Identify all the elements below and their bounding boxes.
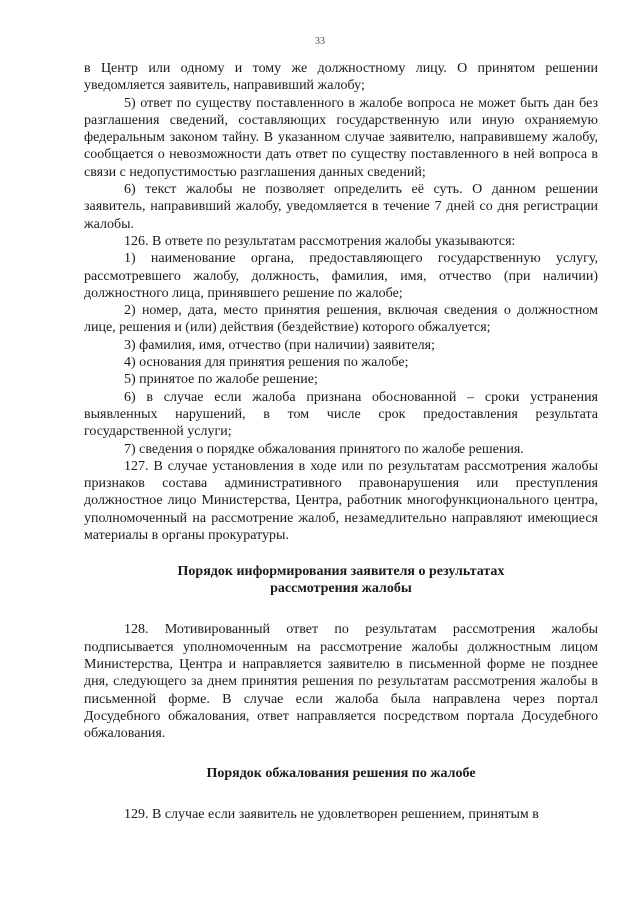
paragraph-126-item-6: 6) в случае если жалоба признана обоснованной – сроки устранения выявленных нарушений, в том числе срок предоставления результата государственной услуги; (84, 389, 598, 440)
paragraph-126-item-5: 5) принятое по жалобе решение; (124, 372, 318, 388)
paragraph-126: 126. В ответе по результатам рассмотрения жалобы указываются: (124, 233, 516, 249)
section-heading-appeal: Порядок обжалования решения по жалобе (206, 766, 476, 782)
document-body (84, 60, 598, 824)
paragraph-126-item-7: 7) сведения о порядке обжалования принятого по жалобе решения. (124, 441, 524, 457)
section-heading-informing (84, 563, 598, 597)
paragraph-129: 129. В случае если заявитель не удовлетворен решением, принятым в (124, 807, 539, 823)
paragraph-continuation: в Центр или одному и тому же должностному лицу. О принятом решении уведомляется заявитель, направивший жалобу; (84, 61, 598, 94)
heading-line-2: рассмотрения жалобы (270, 581, 412, 597)
page-number: 33 (315, 36, 325, 47)
paragraph-item-5: 5) ответ по существу поставленного в жалобе вопроса не может быть дан без разглашения сведений, составляющих государственную или иную охраняемую федеральным законом тайну. В указанном случае заявителю, направившему жалобу, сообщается о невозможности дать ответ по существу поставленного в ней вопроса в связи с недопустимостью разглашения данных сведений; (84, 95, 598, 180)
paragraph-126-item-3: 3) фамилия, имя, отчество (при наличии) заявителя; (124, 337, 435, 353)
paragraph-128: 128. Мотивированный ответ по результатам рассмотрения жалобы подписывается уполномоченным на рассмотрение жалобы должностным лицом Министерства, Центра и направляется заявителю в письменной форме не позднее дня, следующего за днем принятия решения по результатам рассмотрения жалобы в письменной форме. В случае если жалоба была направлена через портал Досудебного обжалования, ответ направляется посредством портала Досудебного обжалования. (84, 622, 598, 742)
paragraph-item-6: 6) текст жалобы не позволяет определить её суть. О данном решении заявитель, направивший жалобу, уведомляется в течение 7 дней со дня регистрации жалобы. (84, 182, 598, 232)
heading-line-1: Порядок информирования заявителя о результатах (177, 564, 505, 580)
paragraph-126-item-1: 1) наименование органа, предоставляющего государственную услугу, рассмотревшего жалобу, должность, фамилия, имя, отчество (при наличии) должностного лица, принявшего решение по жалобе; (84, 251, 598, 301)
paragraph-126-item-2: 2) номер, дата, место принятия решения, включая сведения о должностном лице, решения и (или) действия (бездействие) которого обжалуется; (84, 303, 598, 336)
paragraph-127: 127. В случае установления в ходе или по результатам рассмотрения жалобы признаков состава административного правонарушения или преступления должностное лицо Министерства, Центра, работник многофункционального центра, уполномоченный на рассмотрение жалоб, незамедлительно направляют имеющиеся материалы в органы прокуратуры. (84, 458, 598, 544)
paragraph-126-item-4: 4) основания для принятия решения по жалобе; (124, 355, 409, 371)
